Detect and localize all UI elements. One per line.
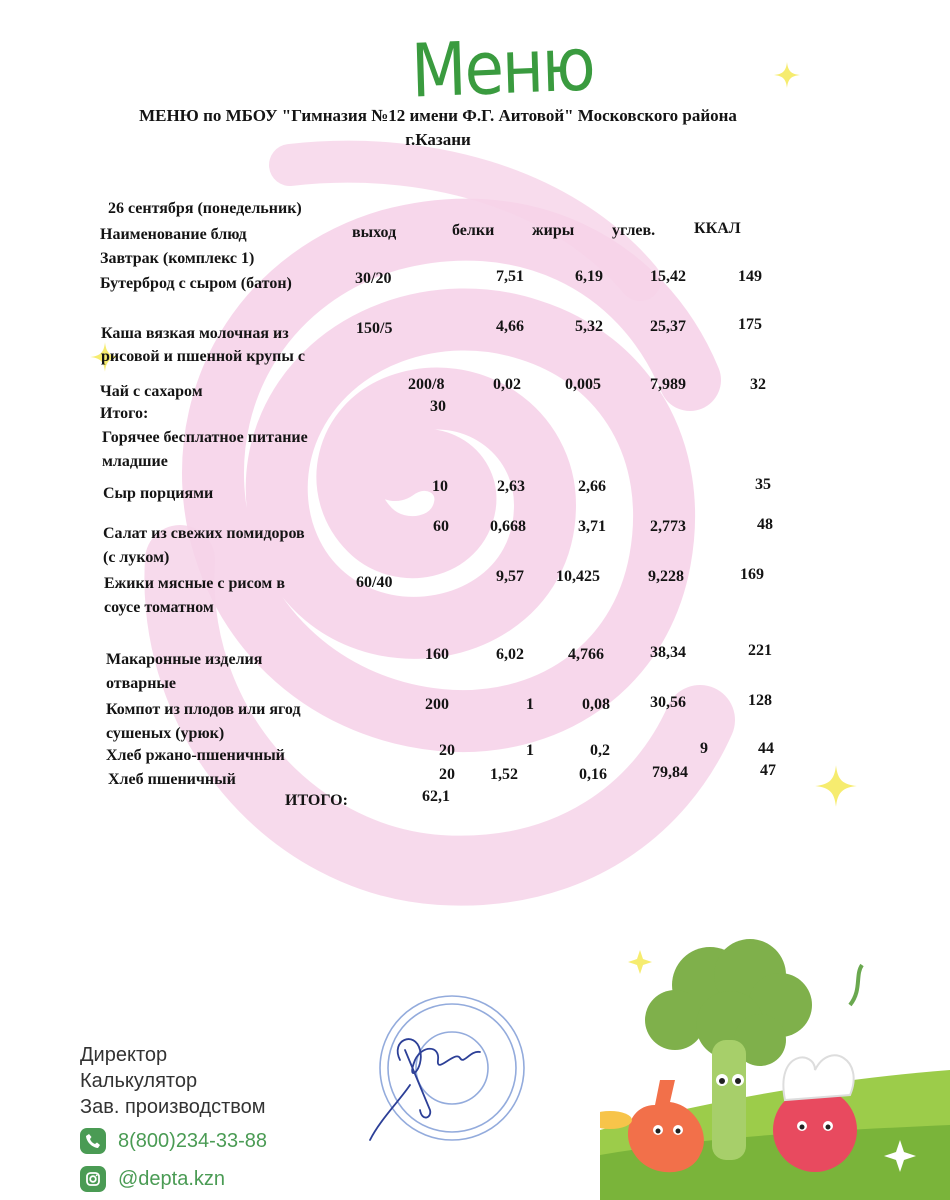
dish-carbs: 2,773 (650, 518, 686, 535)
dish-fat: 0,16 (579, 766, 607, 783)
dish-protein: 0,668 (490, 518, 526, 535)
dish-output: 200/8 (408, 376, 445, 393)
dish-fat: 0,08 (582, 696, 610, 713)
column-header-kcal: ККАЛ (694, 220, 741, 237)
signature-calculator: Калькулятор (80, 1070, 198, 1092)
dish-protein: 7,51 (496, 268, 524, 285)
dish-fat: 10,425 (556, 568, 600, 585)
dish-name: Ежики мясные с рисом в (104, 575, 285, 592)
dish-carbs: 38,34 (650, 644, 686, 661)
star-icon (772, 60, 802, 90)
dish-output: 200 (425, 696, 449, 713)
dish-carbs: 25,37 (650, 318, 686, 335)
subtotal-label: Итого: (100, 405, 149, 422)
grand-total-label: ИТОГО: (285, 792, 348, 809)
column-header-carbs: углев. (612, 222, 656, 239)
dish-carbs: 15,42 (650, 268, 686, 285)
dish-kcal: 44 (758, 740, 774, 757)
dish-name-line-2: (с луком) (103, 549, 170, 566)
document-title (98, 104, 778, 152)
dish-kcal: 175 (738, 316, 762, 333)
dish-output: 10 (432, 478, 448, 495)
dish-output: 30/20 (355, 270, 392, 287)
dish-fat: 0,005 (565, 376, 601, 393)
dish-name-line-2: рисовой и пшенной крупы с (101, 348, 305, 365)
subtotal-output: 30 (430, 398, 446, 415)
dish-kcal: 169 (740, 566, 764, 583)
dish-protein: 4,66 (496, 318, 524, 335)
dish-output: 160 (425, 646, 449, 663)
dish-name: Компот из плодов или ягод (106, 701, 301, 718)
dish-protein: 1 (526, 696, 534, 713)
dish-kcal: 32 (750, 376, 766, 393)
title-line-2: г.Казани (405, 130, 471, 149)
signature-production-head: Зав. производством (80, 1096, 266, 1118)
dish-carbs: 9,228 (648, 568, 684, 585)
dish-name: Чай с сахаром (100, 383, 203, 400)
dish-protein: 1 (526, 742, 534, 759)
dish-name: Хлеб ржано-пшеничный (106, 747, 285, 764)
dish-name-line-2: отварные (106, 675, 176, 692)
dish-name: Каша вязкая молочная из (101, 325, 289, 342)
dish-fat: 3,71 (578, 518, 606, 535)
official-seal-icon (360, 990, 530, 1150)
dish-kcal: 149 (738, 268, 762, 285)
dish-kcal: 221 (748, 642, 772, 659)
dish-output: 60 (433, 518, 449, 535)
contact-instagram[interactable] (80, 1166, 225, 1192)
dish-name: Салат из свежих помидоров (103, 525, 305, 542)
dish-kcal: 47 (760, 762, 776, 779)
instagram-handle[interactable]: @depta.kzn (118, 1167, 226, 1190)
logo-title: Меню (410, 22, 595, 116)
dish-carbs: 30,56 (650, 694, 686, 711)
phone-icon (80, 1128, 106, 1154)
dish-name: Хлеб пшеничный (108, 771, 236, 788)
dish-carbs: 79,84 (652, 764, 688, 781)
dish-carbs: 9 (700, 740, 708, 757)
dish-fat: 2,66 (578, 478, 606, 495)
section-hot-meals-line-2: младшие (102, 453, 168, 470)
contact-phone[interactable] (80, 1128, 267, 1154)
instagram-icon (80, 1166, 106, 1192)
dish-fat: 6,19 (575, 268, 603, 285)
section-hot-meals: Горячее бесплатное питание (102, 429, 308, 446)
column-header-output: выход (352, 224, 397, 241)
column-header-fat: жиры (532, 222, 575, 239)
phone-number[interactable]: 8(800)234-33-88 (118, 1129, 267, 1152)
dish-output: 150/5 (356, 320, 393, 337)
menu-date: 26 сентября (понедельник) (108, 200, 302, 217)
column-header-protein: белки (452, 222, 495, 239)
dish-name: Макаронные изделия (106, 651, 263, 668)
dish-kcal: 48 (757, 516, 773, 533)
vegetable-characters-illustration (600, 930, 950, 1200)
dish-output: 20 (439, 742, 455, 759)
dish-output: 60/40 (356, 574, 393, 591)
signature-director: Директор (80, 1044, 168, 1066)
dish-name-line-2: сушеных (урюк) (106, 725, 225, 742)
dish-kcal: 35 (755, 476, 771, 493)
column-header-name: Наименование блюд (100, 226, 247, 243)
dish-name-line-2: соусе томатном (104, 599, 214, 616)
section-breakfast: Завтрак (комплекс 1) (100, 250, 255, 267)
dish-fat: 5,32 (575, 318, 603, 335)
dish-fat: 4,766 (568, 646, 604, 663)
dish-name: Сыр порциями (103, 485, 214, 502)
title-line-1: МЕНЮ по МБОУ "Гимназия №12 имени Ф.Г. Аитовой" Московского района (139, 106, 737, 125)
dish-kcal: 128 (748, 692, 772, 709)
star-icon (812, 762, 860, 810)
dish-protein: 6,02 (496, 646, 524, 663)
dish-protein: 1,52 (490, 766, 518, 783)
dish-fat: 0,2 (590, 742, 610, 759)
dish-name: Бутерброд с сыром (батон) (100, 275, 292, 292)
dish-output: 20 (439, 766, 455, 783)
dish-carbs: 7,989 (650, 376, 686, 393)
grand-total-value: 62,1 (422, 788, 450, 805)
dish-protein: 9,57 (496, 568, 524, 585)
dish-protein: 2,63 (497, 478, 525, 495)
dish-protein: 0,02 (493, 376, 521, 393)
